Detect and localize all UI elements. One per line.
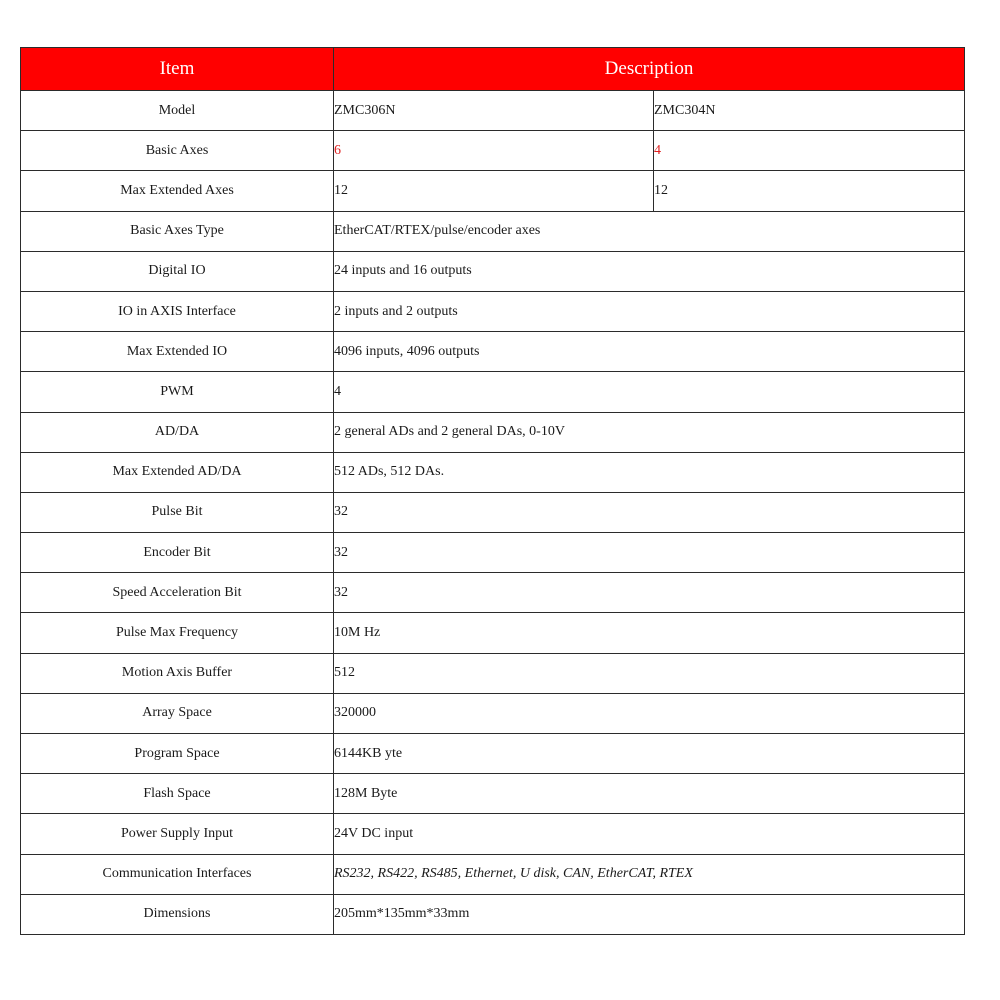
table-row [21,854,965,894]
table-row [21,492,965,532]
table-row [21,814,965,854]
table-row [21,613,965,653]
row-label: PWM [21,372,334,412]
row-value: 2 general ADs and 2 general DAs, 0-10V [334,412,965,452]
table-header-row [21,48,965,91]
model-zmc304n: ZMC304N [654,91,965,131]
table-row-basic-axes [21,131,965,171]
row-value: 2 inputs and 2 outputs [334,291,965,331]
row-value: 24 inputs and 16 outputs [334,251,965,291]
row-value: 32 [334,492,965,532]
row-value: RS232, RS422, RS485, Ethernet, U disk, CAN, EtherCAT, RTEX [334,854,965,894]
row-label: IO in AXIS Interface [21,291,334,331]
row-label: Dimensions [21,894,334,934]
row-value: 10M Hz [334,613,965,653]
row-value: 205mm*135mm*33mm [334,894,965,934]
model-zmc306n: ZMC306N [334,91,654,131]
row-label: Speed Acceleration Bit [21,573,334,613]
row-value: 320000 [334,693,965,733]
table-row [21,332,965,372]
row-value: 32 [334,573,965,613]
table-row [21,774,965,814]
row-label: Motion Axis Buffer [21,653,334,693]
row-label: Max Extended AD/DA [21,452,334,492]
table-row [21,251,965,291]
row-label: Pulse Max Frequency [21,613,334,653]
row-value: 512 [334,653,965,693]
row-value: 24V DC input [334,814,965,854]
ext-axes-zmc304n: 12 [654,171,965,211]
row-label: Array Space [21,693,334,733]
row-value: 4096 inputs, 4096 outputs [334,332,965,372]
row-label: Max Extended Axes [21,171,334,211]
row-label: Communication Interfaces [21,854,334,894]
row-label: Digital IO [21,251,334,291]
row-label: Max Extended IO [21,332,334,372]
row-label: Pulse Bit [21,492,334,532]
spec-table [20,47,965,935]
table-row [21,653,965,693]
row-label: Encoder Bit [21,533,334,573]
row-label: Basic Axes [21,131,334,171]
row-value: EtherCAT/RTEX/pulse/encoder axes [334,211,965,251]
table-row [21,291,965,331]
table-row [21,734,965,774]
header-description: Description [334,48,965,91]
table-row [21,452,965,492]
row-value: 4 [334,372,965,412]
header-item: Item [21,48,334,91]
table-row-max-extended-axes [21,171,965,211]
table-row [21,533,965,573]
table-row [21,211,965,251]
table-row [21,894,965,934]
table-row [21,693,965,733]
table-row [21,372,965,412]
row-label: Basic Axes Type [21,211,334,251]
row-label: Flash Space [21,774,334,814]
row-label: Model [21,91,334,131]
basic-axes-zmc304n: 4 [654,131,965,171]
row-value: 32 [334,533,965,573]
row-label: AD/DA [21,412,334,452]
table-row-model [21,91,965,131]
table-row [21,412,965,452]
basic-axes-zmc306n: 6 [334,131,654,171]
row-value: 512 ADs, 512 DAs. [334,452,965,492]
row-value: 6144KB yte [334,734,965,774]
table-row [21,573,965,613]
row-value: 128M Byte [334,774,965,814]
row-label: Power Supply Input [21,814,334,854]
row-label: Program Space [21,734,334,774]
ext-axes-zmc306n: 12 [334,171,654,211]
